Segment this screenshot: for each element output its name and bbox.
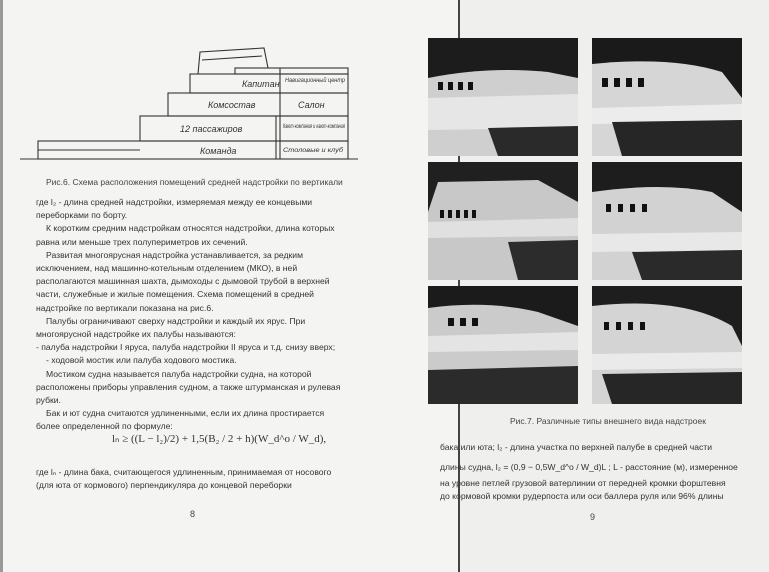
ship-photo-1 (428, 38, 578, 156)
ship-photo-3 (428, 162, 578, 280)
label-captain: Капитан (242, 79, 280, 89)
ship-photo-5 (428, 286, 578, 404)
paragraph: К коротким средним надстройкам относятся надстройки, длина которых равна или меньше трех полупериметров их сечений. (36, 223, 335, 247)
right-body-text (440, 437, 750, 503)
ship-photo-6 (592, 286, 742, 404)
ship-photo-4 (592, 162, 742, 280)
paragraph: Бак и ют судна считаются удлиненными, если их длина простирается более определенной по формуле: (36, 408, 325, 432)
paragraph: Мостиком судна называется палуба надстройки судна, на которой расположены приборы управления судном, а также штурманская и рулевая рубки. (36, 368, 341, 406)
paragraph: - палуба надстройки I яруса, палуба надстройки II яруса и т.д. снизу вверх; (36, 342, 336, 353)
paragraph: где lₙ - длина бака, считающегося удлиненным, принимаемая от носового (для юта от кормового) перпендикуляра до концевой переборки (36, 467, 332, 491)
label-passengers: 12 пассажиров (180, 124, 243, 134)
label-command-staff: Комсостав (208, 100, 256, 110)
label-cabin-company: Кают-компания и кают-компания (283, 123, 346, 130)
length-formula: lₙ ≥ ((L − l₂)/2) + 1,5(B₂ / 2 + h)(W_d^o / W_d), (112, 433, 327, 445)
label-mess: Столовые и клуб (283, 147, 337, 154)
text-line: на уровне петлей грузовой ватерлинии от передней кромки форштевня (440, 478, 726, 488)
label-nav-center: Навигационный центр (285, 77, 356, 84)
text-line: длины судна, l₂ = (0,9 − 0,5W_d^o / W_d)L ; L - расстояние (м), измеренное (440, 462, 738, 472)
left-body-text (36, 196, 348, 434)
paragraph: - ходовой мостик или палуба ходового мостика. (46, 355, 237, 366)
left-edge-shadow (0, 0, 3, 572)
superstructure-diagram (20, 38, 360, 168)
label-salon: Салон (298, 100, 325, 110)
figure-6-caption: Рис.6. Схема расположения помещений средней надстройки по вертикали (46, 177, 343, 187)
text-line: бака или юта; l₂ - длина участка по верхней палубе в средней части (440, 442, 713, 452)
left-text-after-formula (36, 466, 348, 492)
ship-photo-2 (592, 38, 742, 156)
text-line: до кормовой кромки рудерпоста или оси баллера руля или 96% длины (440, 491, 724, 501)
label-crew: Команда (200, 146, 237, 156)
superstructure-photo-grid (428, 38, 748, 408)
page-number-left: 8 (190, 509, 196, 519)
paragraph: Развитая многоярусная надстройка устанавливается, за редким исключением, над машинно-котельным отделением (МКО), в ней располагаются машинная шахта, дымоходы с дымовой трубой в верхней части, служебные и жилые помещения. Схема помещений в средней надстройке по вертикали показана на рис.6. (36, 249, 330, 313)
paragraph: где l₂ - длина средней надстройки, измеряемая между ее концевыми переборками по борту. (36, 197, 313, 221)
page-number-right: 9 (590, 512, 596, 522)
paragraph: Палубы ограничивают сверху надстройки и каждый их ярус. При многоярусной надстройке их палубы называются: (36, 315, 306, 340)
figure-7-caption: Рис.7. Различные типы внешнего вида надстроек (510, 416, 706, 426)
